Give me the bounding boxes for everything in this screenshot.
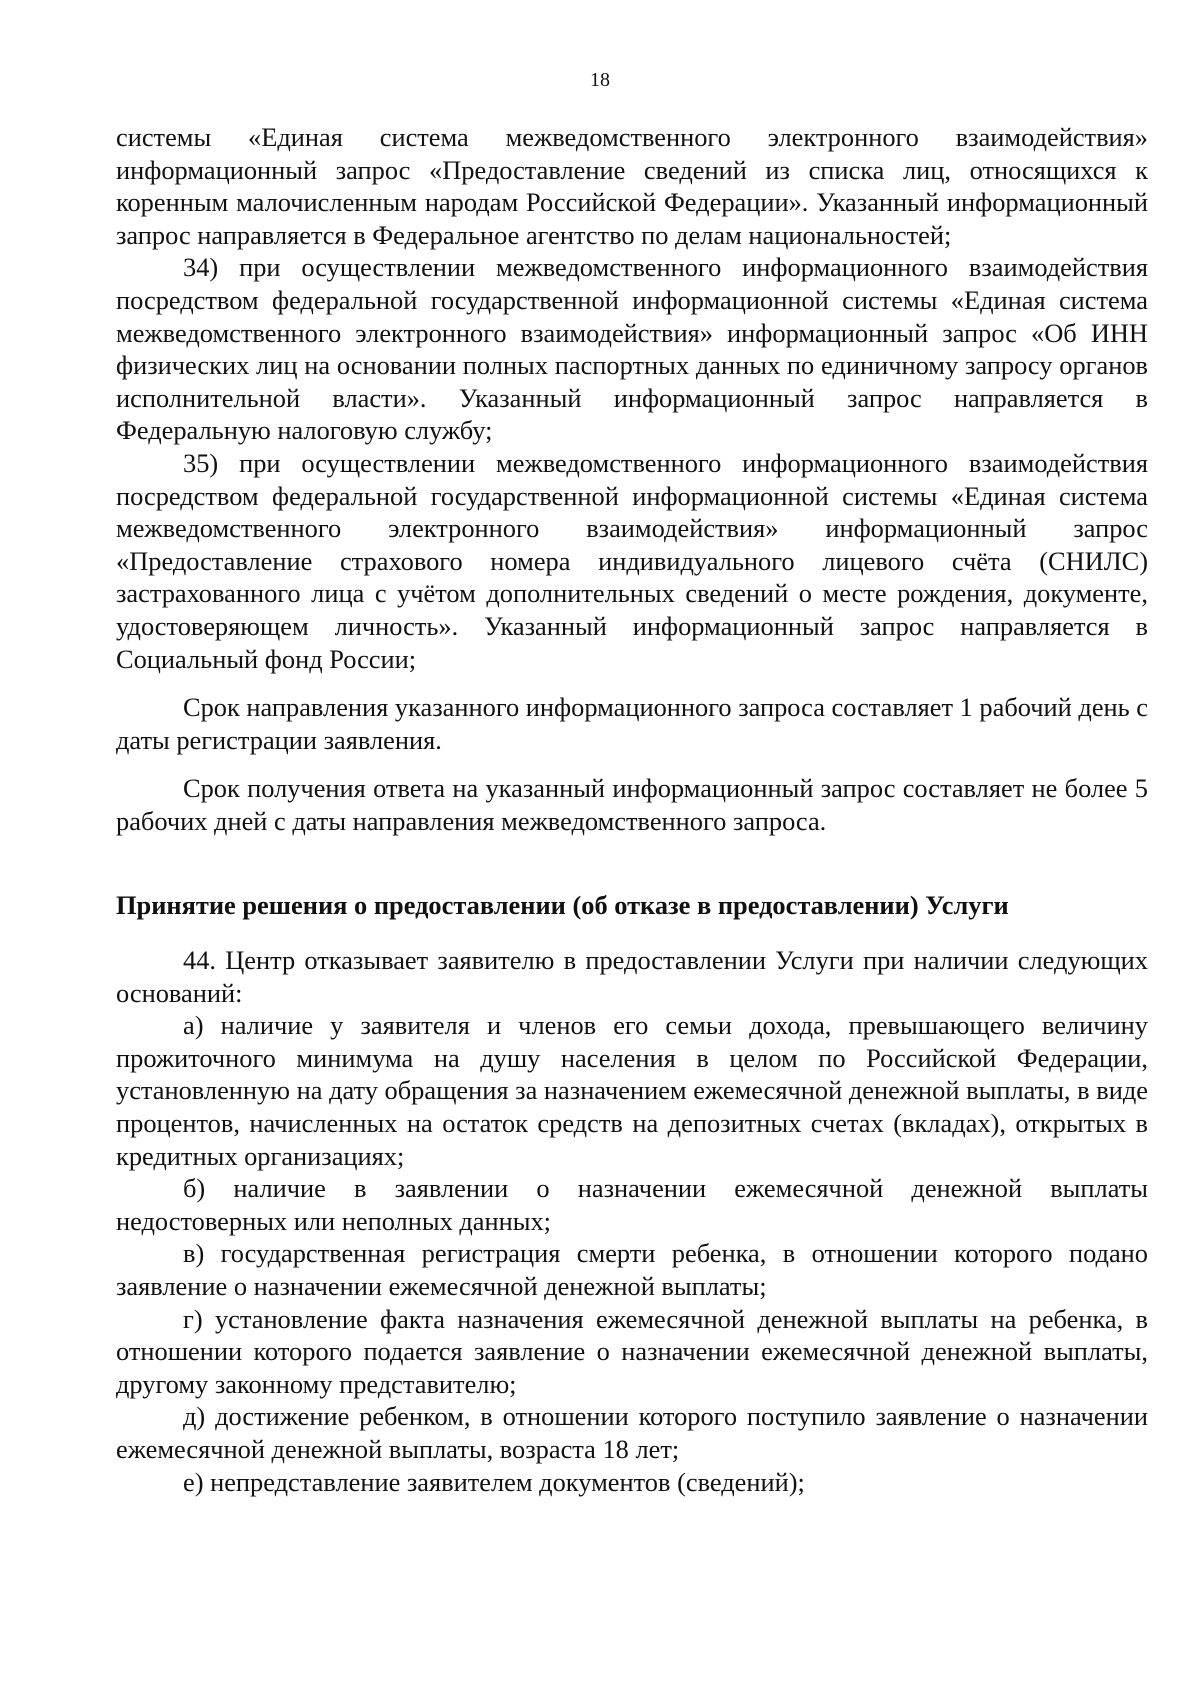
document-body [116, 121, 1148, 1498]
section-heading: Принятие решения о предоставлении (об отказе в предоставлении) Услуги [116, 890, 1009, 921]
sub-item-e: е) непредставление заявителем документов (сведений); [183, 1466, 805, 1497]
list-item-34: 34) при осуществлении межведомственного информационного взаимодействия посредством федеральной государственной информационной системы «Единая система межведомственного электронного взаимодействия» информационный запрос «Об ИНН физических лиц на основании полных паспортных данных по единичному запросу органов исполнительной власти». Указанный информационный запрос направляется в Федеральную налоговую службу; [116, 252, 1148, 446]
sub-item-d: д) достижение ребенком, в отношении которого поступило заявление о назначении ежемесячной денежной выплаты, возраста 18 лет; [116, 1401, 1148, 1464]
paragraph-continuation: системы «Единая система межведомственного электронного взаимодействия» информационный запрос «Предоставление сведений из списка лиц, относящихся к коренным малочисленным народам Российской Федерации». Указанный информационный запрос направляется в Федеральное агентство по делам национальностей; [116, 122, 1148, 250]
sub-item-g: г) установление факта назначения ежемесячной денежной выплаты на ребенка, в отношении которого подается заявление о назначении ежемесячной денежной выплаты, другому законному представителю; [116, 1303, 1148, 1399]
paragraph-request-deadline: Срок направления указанного информационного запроса составляет 1 рабочий день с даты регистрации заявления. [116, 692, 1148, 755]
page-number: 18 [590, 69, 610, 91]
sub-item-a: а) наличие у заявителя и членов его семьи дохода, превышающего величину прожиточного минимума на душу населения в целом по Российской Федерации, установленную на дату обращения за назначением ежемесячной денежной выплаты, в виде процентов, начисленных на остаток средств на депозитных счетах (вкладах), открытых в кредитных организациях; [116, 1010, 1148, 1171]
clause-44: 44. Центр отказывает заявителю в предоставлении Услуги при наличии следующих оснований: [116, 945, 1148, 1008]
list-item-35: 35) при осуществлении межведомственного информационного взаимодействия посредством федеральной государственной информационной системы «Единая система межведомственного электронного взаимодействия» информационный запрос «Предоставление страхового номера индивидуального лицевого счёта (СНИЛС) застрахованного лица с учётом дополнительных сведений о месте рождения, документе, удостоверяющем личность». Указанный информационный запрос направляется в Социальный фонд России; [116, 447, 1148, 674]
sub-item-v: в) государственная регистрация смерти ребенка, в отношении которого подано заявление о назначении ежемесячной денежной выплаты; [116, 1238, 1148, 1301]
paragraph-response-deadline: Срок получения ответа на указанный информационный запрос составляет не более 5 рабочих дней с даты направления межведомственного запроса. [116, 773, 1148, 836]
sub-item-b: б) наличие в заявлении о назначении ежемесячной денежной выплаты недостоверных или неполных данных; [116, 1173, 1148, 1236]
